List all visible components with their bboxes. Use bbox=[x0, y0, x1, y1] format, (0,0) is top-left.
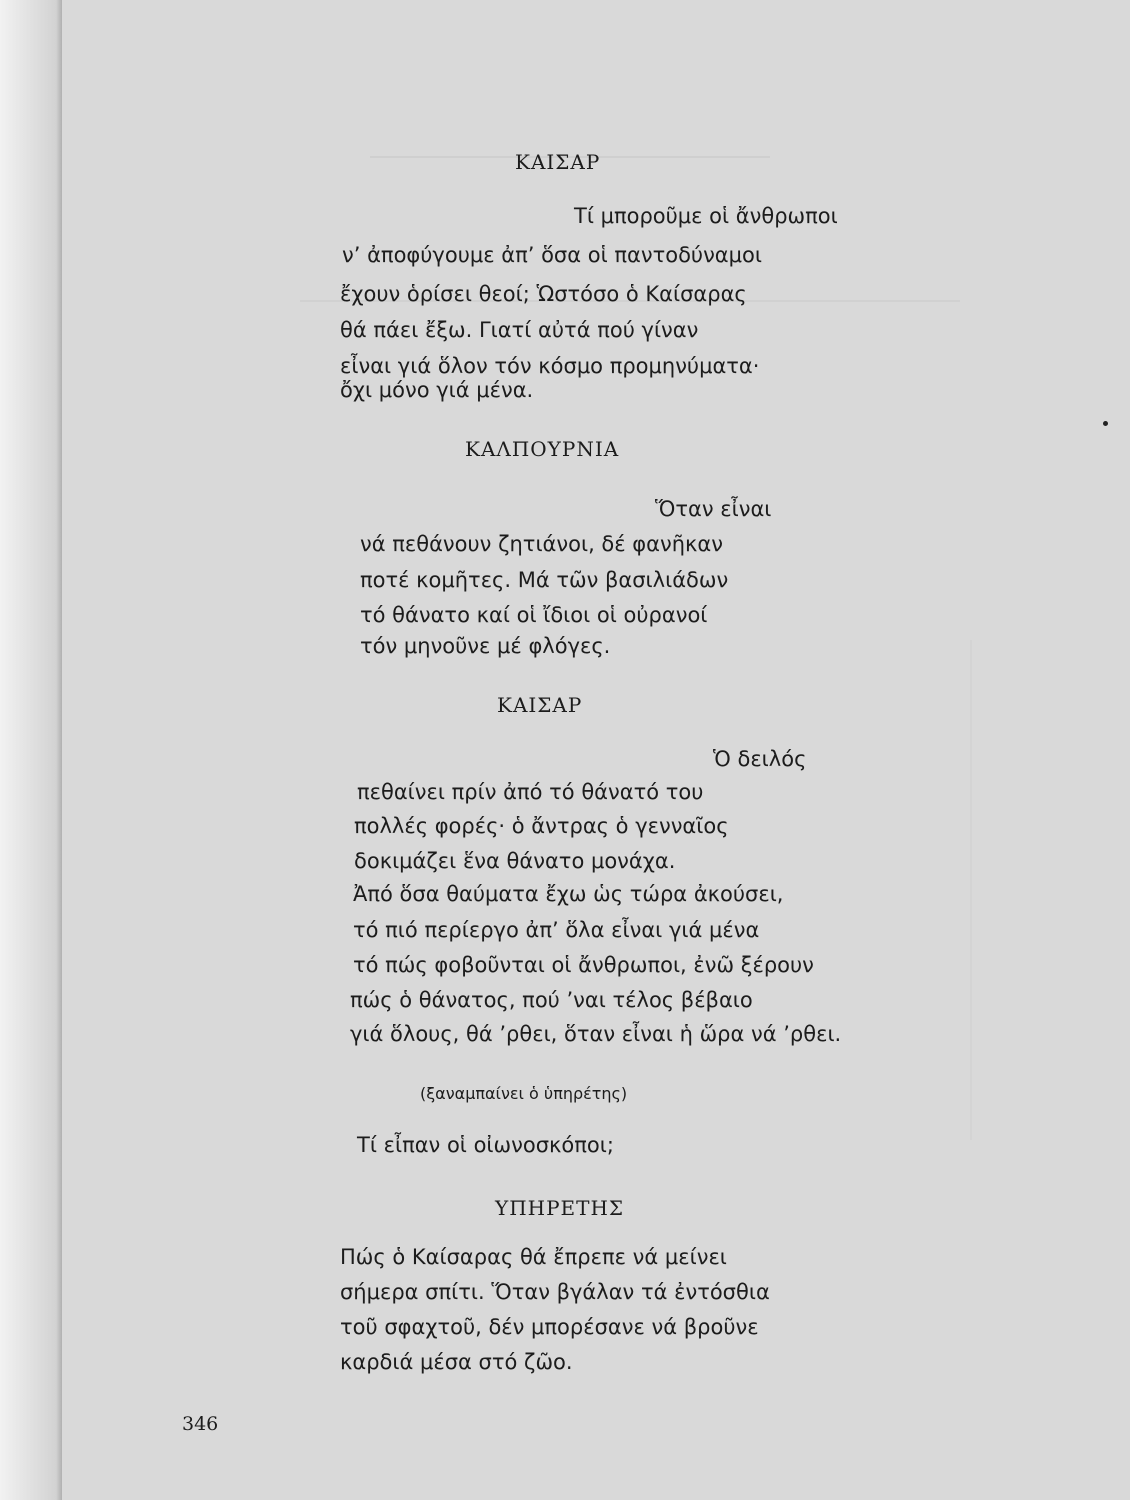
verse-line: καρδιά μέσα στό ζῶο. bbox=[340, 1350, 573, 1374]
verse-line: εἶναι γιά ὅλον τόν κόσμο προμηνύματα· bbox=[340, 354, 760, 378]
verse-line: δοκιμάζει ἕνα θάνατο μονάχα. bbox=[354, 849, 676, 873]
verse-line: πεθαίνει πρίν ἀπό τό θάνατό του bbox=[357, 780, 704, 804]
verse-line: πώς ὁ θάνατος, πού ’ναι τέλος βέβαιο bbox=[350, 988, 753, 1012]
verse-line: Τί μποροῦμε οἱ ἄνθρωποι bbox=[574, 204, 838, 228]
verse-line: Ὁ δειλός bbox=[713, 747, 807, 771]
speaker-name: ΥΠΗΡΕΤΗΣ bbox=[495, 1196, 625, 1220]
stage-direction: (ξαναμπαίνει ὁ ὑπηρέτης) bbox=[420, 1084, 628, 1103]
verse-line: σήμερα σπίτι. Ὅταν βγάλαν τά ἐντόσθια bbox=[340, 1280, 770, 1304]
verse-line: νά πεθάνουν ζητιάνοι, δέ φανῆκαν bbox=[360, 532, 723, 556]
verse-line: τό πώς φοβοῦνται οἱ ἄνθρωποι, ἐνῶ ξέρουν bbox=[353, 953, 814, 977]
verse-line: ποτέ κομῆτες. Μά τῶν βασιλιάδων bbox=[360, 568, 729, 592]
verse-line: Ὅταν εἶναι bbox=[655, 497, 772, 521]
verse-line: ἔχουν ὁρίσει θεοί; Ὡστόσο ὁ Καίσαρας bbox=[340, 282, 747, 306]
verse-line: θά πάει ἔξω. Γιατί αὐτά πού γίναν bbox=[340, 318, 699, 342]
speck-mark bbox=[1103, 421, 1108, 426]
verse-line: ὄχι μόνο γιά μένα. bbox=[340, 378, 534, 402]
speaker-name: ΚΑΙΣΑΡ bbox=[515, 150, 601, 174]
verse-line: τό πιό περίεργο ἀπ’ ὅλα εἶναι γιά μένα bbox=[353, 918, 760, 942]
verse-line: Τί εἶπαν οἱ οἰωνοσκόποι; bbox=[357, 1133, 614, 1157]
verse-line: γιά ὅλους, θά ’ρθει, ὅταν εἶναι ἡ ὥρα νά ’ρθει. bbox=[350, 1022, 842, 1046]
verse-line: Ἀπό ὅσα θαύματα ἔχω ὡς τώρα ἀκούσει, bbox=[353, 882, 784, 906]
verse-line: Πώς ὁ Καίσαρας θά ἔπρεπε νά μείνει bbox=[340, 1245, 727, 1269]
page-number: 346 bbox=[182, 1413, 219, 1435]
verse-line: τοῦ σφαχτοῦ, δέν μπορέσανε νά βροῦνε bbox=[340, 1315, 759, 1339]
verse-line: τό θάνατο καί οἱ ἴδιοι οἱ οὐρανοί bbox=[360, 603, 708, 627]
verse-line: τόν μηνοῦνε μέ φλόγες. bbox=[360, 634, 611, 658]
speaker-name: ΚΑΛΠΟΥΡΝΙΑ bbox=[465, 437, 620, 461]
verse-line: ν’ ἀποφύγουμε ἀπ’ ὅσα οἱ παντοδύναμοι bbox=[342, 243, 762, 267]
speaker-name: ΚΑΙΣΑΡ bbox=[497, 693, 583, 717]
verse-line: πολλές φορές· ὁ ἄντρας ὁ γενναῖος bbox=[354, 814, 729, 838]
